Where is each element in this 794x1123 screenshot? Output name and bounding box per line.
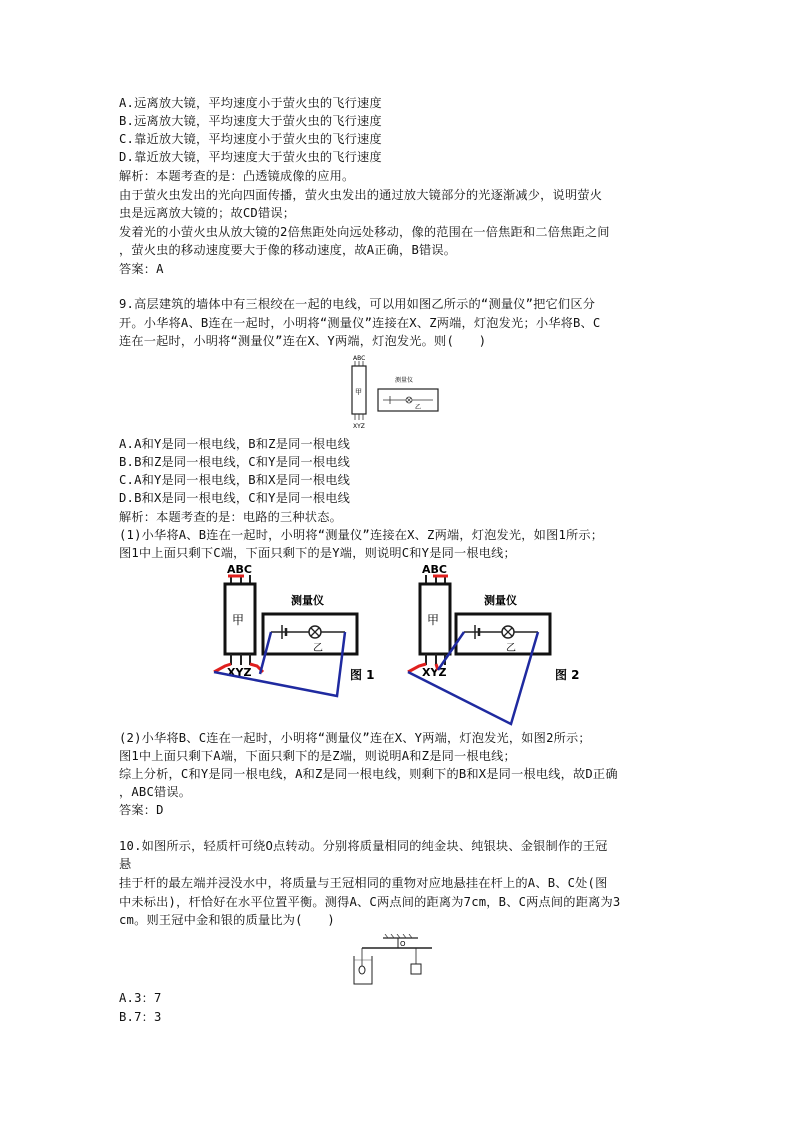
question-10-stem: 10.如图所示，轻质杆可绕O点转动。分别将质量相同的纯金块、纯银块、金银制作的王冠 xyxy=(119,839,608,853)
option-b: B.远离放大镜，平均速度大于萤火虫的飞行速度 xyxy=(119,114,382,128)
analysis-line: 由于萤火虫发出的光向四面传播，萤火虫发出的通过放大镜部分的光逐渐减少，说明萤火 xyxy=(119,188,603,202)
analysis-line: 解析：本题考查的是：凸透镜成像的应用。 xyxy=(119,169,355,183)
lever-figure xyxy=(348,934,443,990)
option-a: A.3：7 xyxy=(119,991,162,1005)
option-a: A.A和Y是同一根电线，B和Z是同一根电线 xyxy=(119,437,351,451)
option-d: D.B和X是同一根电线，C和Y是同一根电线 xyxy=(119,491,351,505)
meter-title: 测量仪 xyxy=(291,594,324,607)
meter-title: 测量仪 xyxy=(395,377,414,384)
option-c: C.A和Y是同一根电线，B和X是同一根电线 xyxy=(119,473,351,487)
figure-2-bottom-labels: XYZ xyxy=(422,666,447,679)
answer-line: 答案：D xyxy=(119,803,164,817)
figure-2 xyxy=(408,563,580,724)
option-d: D.靠近放大镜，平均速度大于萤火虫的飞行速度 xyxy=(119,150,382,164)
meter-box-label: 乙 xyxy=(415,404,422,411)
question-9-stem: 开。小华将A、B连在一起时，小明将“测量仪”连接在X、Z两端，灯泡发光；小华将B、C xyxy=(119,316,601,330)
analysis-line: ，萤火虫的移动速度要大于像的移动速度，故A正确，B错误。 xyxy=(119,243,457,257)
box-jia-label: 甲 xyxy=(427,613,440,627)
analysis-line: 解析：本题考查的是：电路的三种状态。 xyxy=(119,510,342,524)
figure-1-top-labels: ABC xyxy=(227,563,252,576)
question-10-stem: 挂于杆的最左端并浸没水中，将质量与王冠相同的重物对应地悬挂在杆上的A、B、C处(图 xyxy=(119,876,608,890)
question-10-stem: 中未标出)，杆恰好在水平位置平衡。测得A、C两点间的距离为7cm，B、C两点间的距离为3 xyxy=(119,895,621,909)
question-9-stem: 9.高层建筑的墙体中有三根绞在一起的电线，可以用如图乙所示的“测量仪”把它们区分 xyxy=(119,297,596,311)
analysis-line: 发着光的小萤火虫从放大镜的2倍焦距处向远处移动，像的范围在一倍焦距和二倍焦距之间 xyxy=(119,225,610,239)
circuit-figures xyxy=(205,562,595,730)
analysis-line: ，ABC错误。 xyxy=(119,785,192,799)
analysis-line: (1)小华将A、B连在一起时，小明将“测量仪”连接在X、Z两端，灯泡发光，如图1所示； xyxy=(119,528,604,542)
meter-title: 测量仪 xyxy=(484,594,517,607)
option-c: C.靠近放大镜，平均速度小于萤火虫的飞行速度 xyxy=(119,132,382,146)
answer-line: 答案：A xyxy=(119,262,164,276)
figure-bottom-labels: XYZ xyxy=(353,423,365,430)
analysis-line: 虫是远离放大镜的；故CD错误； xyxy=(119,206,296,220)
box-jia-label: 甲 xyxy=(232,613,245,627)
measuring-instrument-figure xyxy=(345,352,445,432)
question-10-stem: 悬 xyxy=(119,857,132,871)
figure-top-labels: ABC xyxy=(353,355,366,362)
analysis-line: (2)小华将B、C连在一起时，小明将“测量仪”连在X、Y两端，灯泡发光，如图2所示； xyxy=(119,731,591,745)
analysis-line: 图1中上面只剩下C端，下面只剩下的是Y端，则说明C和Y是同一根电线； xyxy=(119,546,516,560)
question-10-stem: cm。则王冠中金和银的质量比为( ) xyxy=(119,913,335,927)
meter-box-label: 乙 xyxy=(313,643,323,654)
figure-1-bottom-labels: XYZ xyxy=(227,666,252,679)
meter-box-label: 乙 xyxy=(506,643,516,654)
figure-1 xyxy=(214,563,375,696)
analysis-line: 图1中上面只剩下A端，下面只剩下的是Z端，则说明A和Z是同一根电线； xyxy=(119,749,516,763)
box-jia-label: 甲 xyxy=(355,388,362,396)
question-9-stem: 连在一起时，小明将“测量仪”连在X、Y两端，灯泡发光。则( ) xyxy=(119,334,487,348)
option-a: A.远离放大镜，平均速度小于萤火虫的飞行速度 xyxy=(119,96,382,110)
option-b: B.B和Z是同一根电线，C和Y是同一根电线 xyxy=(119,455,351,469)
analysis-line: 综上分析，C和Y是同一根电线，A和Z是同一根电线，则剩下的B和X是同一根电线，故D正确 xyxy=(119,767,618,781)
option-b: B.7：3 xyxy=(119,1010,162,1024)
weight-block xyxy=(411,964,421,974)
figure-2-caption: 图 2 xyxy=(555,668,580,682)
crown-icon xyxy=(359,966,365,974)
pivot-label: O xyxy=(400,940,406,948)
figure-1-caption: 图 1 xyxy=(350,668,375,682)
figure-2-top-labels: ABC xyxy=(422,563,447,576)
